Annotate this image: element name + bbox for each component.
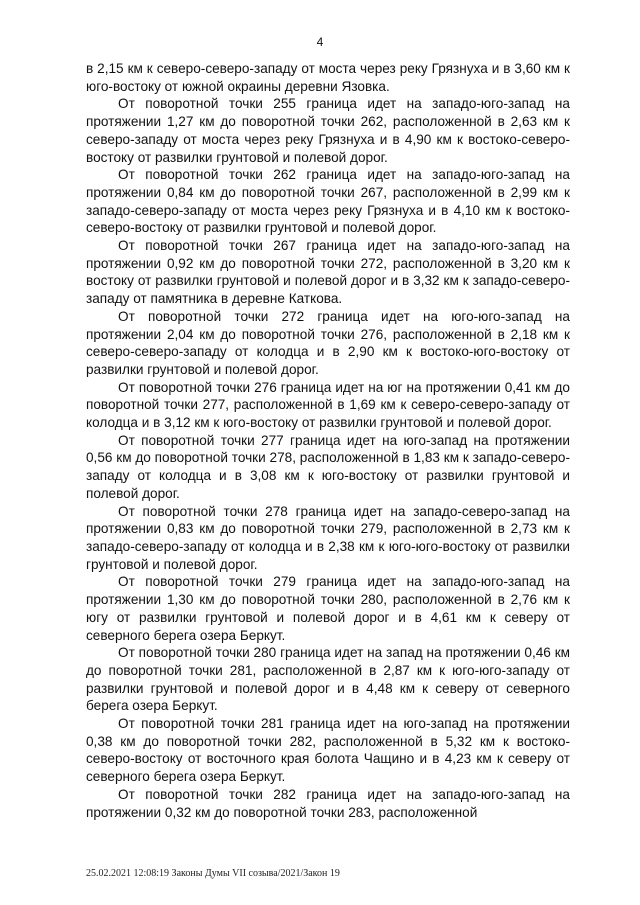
paragraph-10: От поворотной точки 280 граница идет на запад на протяжении 0,46 км до поворотной точки 281, расположенной в 2,87 км к юго-юго-западу от развилки грунтовой и полевой дорог и в 4,48 км к северу от северного берега озера Беркут.: [86, 645, 570, 714]
paragraph-4: От поворотной точки 267 граница идет на западо-юго-запад на протяжении 0,92 км до поворотной точки 272, расположенной в 3,20 км к востоку от развилки грунтовой и полевой дорог и в 3,32 км к западо-северо-западу от памятника в деревне Каткова.: [86, 238, 570, 307]
paragraph-5: От поворотной точки 272 граница идет на юго-юго-запад на протяжении 2,04 км до поворотной точки 276, расположенной в 2,18 км к северо-северо-западу от колодца и в 2,90 км к востоко-юго-востоку от развилки грунтовой и полевой дорог.: [86, 308, 570, 377]
paragraph-2: От поворотной точки 255 граница идет на западо-юго-запад на протяжении 1,27 км до поворотной точки 262, расположенной в 2,63 км к северо-западу от моста через реку Грязнуха и в 4,90 км к востоко-северо-востоку от развилки грунтовой и полевой дорог.: [86, 96, 570, 165]
paragraph-8: От поворотной точки 278 граница идет на западо-северо-запад на протяжении 0,83 км до поворотной точки 279, расположенной в 2,73 км к западо-северо-западу от колодца и в 2,38 км к юго-юго-востоку от развилки грунтовой и полевой дорог.: [86, 503, 570, 572]
paragraph-11: От поворотной точки 281 граница идет на юго-запад на протяжении 0,38 км до поворотной точки 282, расположенной в 5,32 км к востоко-северо-востоку от восточного края болота Чащино и в 4,23 км к северу от северного берега озера Беркут.: [86, 716, 570, 785]
document-body: [86, 60, 570, 821]
paragraph-7: От поворотной точки 277 граница идет на юго-запад на протяжении 0,56 км до поворотной точки 278, расположенной в 1,83 км к западо-северо-западу от колодца и в 3,08 км к юго-востоку от развилки грунтовой и полевой дорог.: [86, 432, 570, 501]
paragraph-3: От поворотной точки 262 граница идет на западо-юго-запад на протяжении 0,84 км до поворотной точки 267, расположенной в 2,99 км к западо-северо-западу от моста через реку Грязнуха и в 4,10 км к востоко-северо-востоку от развилки грунтовой и полевой дорог.: [86, 167, 570, 236]
paragraph-9: От поворотной точки 279 граница идет на западо-юго-запад на протяжении 1,30 км до поворотной точки 280, расположенной в 2,76 км к югу от развилки грунтовой и полевой дорог и в 4,61 км к северу от северного берега озера Беркут.: [86, 574, 570, 643]
paragraph-6: От поворотной точки 276 граница идет на юг на протяжении 0,41 км до поворотной точки 277, расположенной в 1,69 км к северо-северо-западу от колодца и в 3,12 км к юго-востоку от развилки грунтовой и полевой дорог.: [86, 379, 570, 431]
page-number: 4: [316, 35, 324, 49]
paragraph-1: в 2,15 км к северо-северо-западу от моста через реку Грязнуха и в 3,60 км к юго-востоку от южной окраины деревни Язовка.: [86, 61, 570, 94]
paragraph-12: От поворотной точки 282 граница идет на западо-юго-запад на протяжении 0,32 км до поворотной точки 283, расположенной: [86, 786, 570, 820]
document-footer: 25.02.2021 12:08:19 Законы Думы VII созыва/2021/Закон 19: [86, 868, 340, 879]
